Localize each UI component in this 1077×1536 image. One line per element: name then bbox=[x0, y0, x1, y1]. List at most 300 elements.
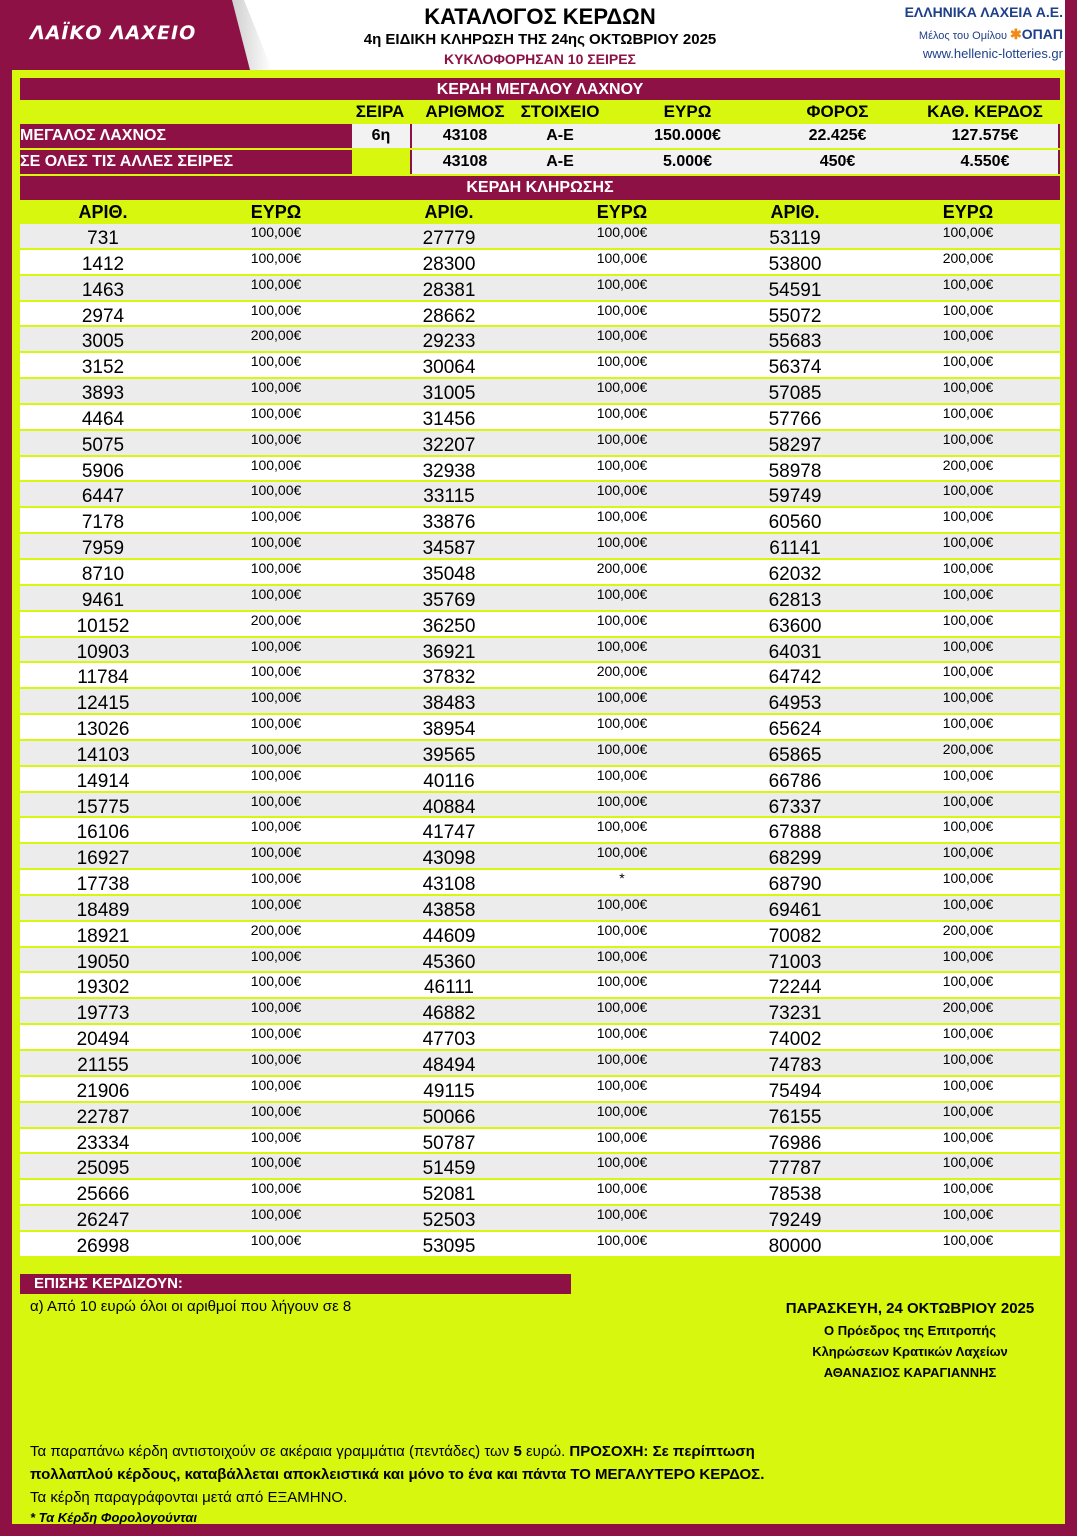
ticket-number: 68790 bbox=[768, 874, 822, 896]
prize-amount: 100,00€ bbox=[942, 818, 994, 835]
prize-amount: 100,00€ bbox=[250, 534, 302, 551]
prize-amount: 100,00€ bbox=[596, 1051, 648, 1067]
ticket-number: 16927 bbox=[76, 848, 130, 870]
ticket-number: 58297 bbox=[768, 434, 822, 456]
ticket-number: 75494 bbox=[768, 1080, 822, 1102]
prize-amount: 100,00€ bbox=[942, 482, 994, 499]
prize-amount: 100,00€ bbox=[942, 224, 994, 240]
ticket-number: 28381 bbox=[422, 279, 476, 301]
prize-amount: 100,00€ bbox=[596, 766, 648, 783]
ticket-number: 25666 bbox=[76, 1184, 130, 1206]
ticket-number: 13026 bbox=[76, 719, 130, 741]
ticket-number: 70082 bbox=[768, 925, 822, 947]
ticket-number: 76986 bbox=[768, 1132, 822, 1154]
big-prize-table bbox=[20, 100, 1060, 176]
ticket-number: 30064 bbox=[422, 357, 476, 379]
prize-amount: 100,00€ bbox=[942, 1231, 994, 1248]
org-url[interactable]: www.hellenic-lotteries.gr bbox=[922, 46, 1063, 61]
ticket-number: 53800 bbox=[768, 253, 822, 275]
prize-amount: 100,00€ bbox=[596, 327, 648, 344]
prize-amount: 100,00€ bbox=[942, 766, 994, 783]
prize-amount: 100,00€ bbox=[596, 534, 648, 551]
prize-amount: 100,00€ bbox=[250, 404, 302, 421]
table-row bbox=[20, 973, 1060, 997]
prize-amount: 100,00€ bbox=[596, 637, 648, 654]
ticket-number: 73231 bbox=[768, 1003, 822, 1025]
prize-amount: 100,00€ bbox=[942, 663, 994, 680]
ticket-number: 64742 bbox=[768, 667, 822, 689]
prize-amount: 100,00€ bbox=[596, 456, 648, 473]
page-subtitle: 4η ΕΙΔΙΚΗ ΚΛΗΡΩΣΗ ΤΗΣ 24ης ΟΚΤΩΒΡΙΟΥ 2025 bbox=[363, 31, 717, 48]
ticket-number: 1412 bbox=[81, 253, 125, 275]
ticket-number: 28662 bbox=[422, 305, 476, 327]
ticket-number: 33876 bbox=[422, 512, 476, 534]
ticket-number: 55683 bbox=[768, 331, 822, 353]
opap-logo-text: ΟΠΑΠ bbox=[1021, 26, 1063, 42]
ticket-number: 62032 bbox=[768, 563, 822, 585]
ticket-number: 18489 bbox=[76, 899, 130, 921]
ticket-number: 48494 bbox=[422, 1055, 476, 1076]
table-row bbox=[20, 1103, 1060, 1127]
table-row bbox=[20, 431, 1060, 455]
table-row bbox=[20, 638, 1060, 662]
draw-section-title: ΚΕΡΔΗ ΚΛΗΡΩΣΗΣ bbox=[20, 176, 1060, 200]
prize-amount: 100,00€ bbox=[942, 534, 994, 551]
prize-amount: 100,00€ bbox=[596, 249, 648, 266]
prize-amount: 100,00€ bbox=[942, 353, 994, 370]
table-row bbox=[20, 560, 1060, 584]
ticket-number: 56374 bbox=[768, 357, 822, 379]
table-row bbox=[20, 224, 1060, 248]
table-row bbox=[20, 1025, 1060, 1049]
ticket-number: 10152 bbox=[76, 615, 130, 637]
prize-amount: 100,00€ bbox=[250, 715, 302, 732]
ticket-number: 3152 bbox=[81, 357, 125, 379]
org-member-line bbox=[905, 26, 1063, 43]
prize-amount: 100,00€ bbox=[250, 1128, 302, 1145]
ticket-number: 37832 bbox=[422, 667, 476, 689]
table-row bbox=[20, 999, 1060, 1023]
ticket-number: 21155 bbox=[77, 1055, 129, 1076]
prize-amount: 100,00€ bbox=[942, 379, 994, 396]
prize-amount: 100,00€ bbox=[596, 508, 648, 525]
ticket-number: 40116 bbox=[423, 770, 475, 792]
ticket-number: 46111 bbox=[423, 977, 474, 999]
ticket-number: 16106 bbox=[76, 822, 130, 844]
prize-amount: 100,00€ bbox=[250, 1206, 302, 1223]
col-header-element: ΣΤΟΙΧΕΙΟ bbox=[520, 102, 600, 121]
ticket-number: 64953 bbox=[768, 693, 822, 715]
footnote-text-3: Τα κέρδη παραγράφονται μετά από ΕΞΑΜΗΝΟ. bbox=[30, 1489, 348, 1506]
ticket-number: 54591 bbox=[768, 279, 822, 301]
draw-header-row bbox=[20, 200, 1060, 224]
table-row bbox=[20, 1129, 1060, 1153]
ticket-number: 25095 bbox=[76, 1158, 130, 1180]
prize-amount: 100,00€ bbox=[250, 249, 302, 266]
prize-amount: 100,00€ bbox=[596, 224, 648, 240]
prize-amount: 200,00€ bbox=[250, 611, 302, 628]
ticket-number: 64031 bbox=[768, 641, 822, 663]
ticket-number: 63600 bbox=[768, 615, 822, 637]
prize-amount: 100,00€ bbox=[250, 895, 302, 912]
table-row bbox=[20, 405, 1060, 429]
euro-cell: 150.000€ bbox=[654, 127, 721, 144]
table-row bbox=[20, 715, 1060, 739]
ticket-number: 59749 bbox=[768, 486, 822, 508]
prize-amount: 100,00€ bbox=[942, 715, 994, 732]
prize-amount: 100,00€ bbox=[250, 766, 302, 783]
signature-line-1: Ο Πρόεδρος της Επιτροπής bbox=[824, 1323, 996, 1338]
big-prize-section-title: ΚΕΡΔΗ ΜΕΓΑΛΟΥ ΛΑΧΝΟΥ bbox=[20, 78, 1060, 102]
table-row bbox=[20, 1232, 1060, 1256]
col-header-euro: ΕΥΡΩ bbox=[663, 102, 712, 121]
prize-amount: 100,00€ bbox=[596, 404, 648, 421]
table-row bbox=[20, 508, 1060, 532]
ticket-number: 1463 bbox=[81, 279, 125, 301]
table-row bbox=[20, 689, 1060, 713]
ticket-number: 38483 bbox=[422, 693, 476, 715]
ticket-number: 72244 bbox=[768, 977, 822, 999]
prize-amount: 100,00€ bbox=[250, 585, 302, 602]
prize-amount: 100,00€ bbox=[250, 999, 302, 1016]
ticket-number: 40884 bbox=[422, 796, 476, 818]
ticket-number: 28300 bbox=[422, 253, 476, 275]
series-cell bbox=[352, 150, 410, 174]
ticket-number: 39565 bbox=[422, 744, 476, 766]
number-cell: 43108 bbox=[442, 127, 488, 144]
tax-note: * Τα Κέρδη Φορολογούνται bbox=[30, 1510, 198, 1525]
ticket-number: 14103 bbox=[76, 744, 130, 766]
table-row bbox=[20, 1051, 1060, 1075]
prize-amount: 100,00€ bbox=[250, 1231, 302, 1248]
table-row bbox=[20, 302, 1060, 326]
prize-amount: 100,00€ bbox=[250, 224, 302, 240]
ticket-number: 76155 bbox=[768, 1106, 822, 1128]
table-row bbox=[20, 379, 1060, 403]
ticket-number: 7178 bbox=[81, 512, 125, 534]
prize-amount: 100,00€ bbox=[596, 921, 648, 938]
tax-cell: 450€ bbox=[819, 153, 856, 170]
org-name: ΕΛΛΗΝΙΚΑ ΛΑΧΕΙΑ Α.Ε. bbox=[904, 4, 1063, 20]
col-header-tax: ΦΟΡΟΣ bbox=[806, 102, 869, 121]
prize-amount: 100,00€ bbox=[942, 895, 994, 912]
prize-amount: 100,00€ bbox=[942, 1128, 994, 1145]
ticket-number: 49115 bbox=[423, 1080, 475, 1102]
ticket-number: 65865 bbox=[768, 744, 822, 766]
prize-amount: 100,00€ bbox=[942, 870, 994, 887]
prize-amount: 100,00€ bbox=[596, 585, 648, 602]
ticket-number: 80000 bbox=[768, 1235, 822, 1257]
prize-amount: 100,00€ bbox=[596, 1206, 648, 1223]
tax-cell: 22.425€ bbox=[808, 127, 867, 144]
ticket-number: 67888 bbox=[768, 822, 822, 844]
table-row bbox=[20, 1077, 1060, 1101]
col-header-euro-1: ΕΥΡΩ bbox=[250, 202, 302, 222]
table-row bbox=[20, 767, 1060, 791]
ticket-number: 50787 bbox=[422, 1132, 476, 1154]
prize-amount: 100,00€ bbox=[596, 611, 648, 628]
ticket-number: 29233 bbox=[422, 331, 476, 353]
footnote-text-1: Τα παραπάνω κέρδη αντιστοιχούν σε ακέραια γραμμάτια (πεντάδες) των bbox=[30, 1443, 514, 1460]
row-label: ΜΕΓΑΛΟΣ ΛΑΧΝΟΣ bbox=[20, 127, 167, 144]
ticket-number: 74002 bbox=[768, 1029, 822, 1051]
ticket-number: 65624 bbox=[768, 719, 822, 741]
prize-amount: 100,00€ bbox=[942, 301, 994, 318]
prize-amount: 100,00€ bbox=[942, 1051, 994, 1067]
col-header-number-2: ΑΡΙΘ. bbox=[424, 202, 474, 222]
prize-amount: 100,00€ bbox=[250, 1076, 302, 1093]
prize-amount: 100,00€ bbox=[942, 508, 994, 525]
table-row bbox=[20, 844, 1060, 868]
ticket-number: 50066 bbox=[422, 1106, 476, 1128]
prize-amount: 100,00€ bbox=[942, 1206, 994, 1223]
table-row bbox=[20, 948, 1060, 972]
col-header-euro-2: ΕΥΡΩ bbox=[596, 202, 648, 222]
ticket-number: 43858 bbox=[422, 899, 476, 921]
ticket-number: 26247 bbox=[76, 1210, 130, 1232]
signature-date: ΠΑΡΑΣΚΕΥΗ, 24 ΟΚΤΩΒΡΙΟΥ 2025 bbox=[785, 1300, 1035, 1317]
ticket-number: 35769 bbox=[422, 589, 476, 611]
ticket-number: 38954 bbox=[422, 719, 476, 741]
signature-block bbox=[760, 1300, 1060, 1380]
prize-amount: 100,00€ bbox=[250, 1025, 302, 1042]
table-row bbox=[20, 1180, 1060, 1204]
ticket-number: 74783 bbox=[768, 1055, 822, 1076]
ticket-number: 71003 bbox=[768, 951, 822, 973]
ticket-number: 53119 bbox=[769, 228, 821, 249]
brand-logo: ΛΑΪΚΟ ΛΑΧΕΙΟ bbox=[30, 22, 197, 44]
table-row bbox=[20, 353, 1060, 377]
table-row bbox=[20, 457, 1060, 481]
ticket-number: 52503 bbox=[422, 1210, 476, 1232]
table-row bbox=[20, 741, 1060, 765]
ticket-number: 43108 bbox=[422, 874, 476, 896]
ticket-number: 69461 bbox=[768, 899, 822, 921]
big-prize-row bbox=[20, 150, 1060, 174]
table-row bbox=[20, 327, 1060, 351]
col-header-number-3: ΑΡΙΘ. bbox=[770, 202, 820, 222]
table-row bbox=[20, 896, 1060, 920]
ticket-number: 46882 bbox=[422, 1003, 476, 1025]
table-row bbox=[20, 276, 1060, 300]
ticket-number: 35048 bbox=[422, 563, 476, 585]
ticket-number: 6447 bbox=[81, 486, 125, 508]
table-row bbox=[20, 534, 1060, 558]
ticket-number: 61141 bbox=[769, 538, 821, 560]
table-row bbox=[20, 586, 1060, 610]
ticket-number: 5075 bbox=[81, 434, 125, 456]
table-row bbox=[20, 663, 1060, 687]
table-row bbox=[20, 612, 1060, 636]
prize-amount: 200,00€ bbox=[250, 921, 302, 938]
prize-amount: 100,00€ bbox=[942, 689, 994, 706]
ticket-number: 23334 bbox=[76, 1132, 130, 1154]
ticket-number: 66786 bbox=[768, 770, 822, 792]
prize-amount: 100,00€ bbox=[596, 818, 648, 835]
row-label: ΣΕ ΟΛΕΣ ΤΙΣ ΑΛΛΕΣ ΣΕΙΡΕΣ bbox=[20, 153, 234, 170]
ticket-number: 36921 bbox=[422, 641, 476, 663]
ticket-number: 62813 bbox=[768, 589, 822, 611]
prize-amount: 100,00€ bbox=[596, 482, 648, 499]
prize-amount: 100,00€ bbox=[250, 275, 302, 292]
series-cell: 6η bbox=[352, 124, 410, 148]
prize-amount: 100,00€ bbox=[942, 844, 994, 861]
ticket-number: 60560 bbox=[768, 512, 822, 534]
col-header-number: ΑΡΙΘΜΟΣ bbox=[425, 102, 505, 121]
ticket-number: 31456 bbox=[422, 408, 476, 430]
page-header bbox=[0, 0, 1077, 70]
ticket-number: 41747 bbox=[422, 822, 476, 844]
ticket-number: 3005 bbox=[81, 331, 125, 353]
prize-amount: 100,00€ bbox=[942, 275, 994, 292]
prize-amount: 100,00€ bbox=[596, 353, 648, 370]
table-row bbox=[20, 1206, 1060, 1230]
prize-amount: 100,00€ bbox=[250, 870, 302, 887]
ticket-number: 44609 bbox=[422, 925, 476, 947]
prize-amount: 100,00€ bbox=[596, 1154, 648, 1171]
ticket-number: 43098 bbox=[422, 848, 476, 870]
prize-amount: 200,00€ bbox=[596, 663, 648, 680]
prize-amount: 200,00€ bbox=[596, 559, 648, 576]
signature-name: ΑΘΑΝΑΣΙΟΣ ΚΑΡΑΓΙΑΝΝΗΣ bbox=[823, 1365, 997, 1380]
ticket-number: 58978 bbox=[768, 460, 822, 482]
prize-amount: 100,00€ bbox=[942, 1025, 994, 1042]
prize-amount: 100,00€ bbox=[942, 430, 994, 447]
circulation-note: ΚΥΚΛΟΦΟΡΗΣΑΝ 10 ΣΕΙΡΕΣ bbox=[444, 51, 636, 67]
ticket-number: 53095 bbox=[422, 1235, 476, 1257]
prize-amount: 100,00€ bbox=[942, 611, 994, 628]
ticket-number: 67337 bbox=[768, 796, 822, 818]
ticket-number: 45360 bbox=[422, 951, 476, 973]
prize-amount: 100,00€ bbox=[942, 585, 994, 602]
ticket-number: 34587 bbox=[422, 538, 476, 560]
ticket-number: 2974 bbox=[81, 305, 125, 327]
prize-amount: 100,00€ bbox=[942, 637, 994, 654]
prize-amount: 100,00€ bbox=[250, 1154, 302, 1171]
ticket-number: 9461 bbox=[81, 589, 125, 611]
prize-amount: 100,00€ bbox=[250, 482, 302, 499]
ticket-number: 19302 bbox=[76, 977, 130, 999]
table-row bbox=[20, 870, 1060, 894]
prize-amount: 100,00€ bbox=[250, 973, 302, 990]
table-row bbox=[20, 922, 1060, 946]
prize-amount: 100,00€ bbox=[596, 999, 648, 1016]
ticket-number: 19773 bbox=[76, 1003, 130, 1025]
prize-amount: 100,00€ bbox=[250, 818, 302, 835]
prize-amount: 100,00€ bbox=[596, 715, 648, 732]
table-row bbox=[20, 818, 1060, 842]
ticket-number: 4464 bbox=[81, 408, 125, 430]
ticket-number: 21906 bbox=[76, 1080, 130, 1102]
ticket-number: 3893 bbox=[81, 383, 125, 405]
prize-amount: 100,00€ bbox=[250, 792, 302, 809]
element-cell: Α-Ε bbox=[546, 153, 574, 170]
prize-amount: 100,00€ bbox=[596, 301, 648, 318]
table-row bbox=[20, 1154, 1060, 1178]
ticket-number: 15775 bbox=[76, 796, 130, 818]
ticket-number: 57085 bbox=[768, 383, 822, 405]
draw-body bbox=[20, 224, 1060, 1256]
ticket-number: 47703 bbox=[422, 1029, 476, 1051]
ticket-number: 32938 bbox=[422, 460, 476, 482]
table-row bbox=[20, 250, 1060, 274]
ticket-number: 77787 bbox=[768, 1158, 822, 1180]
also-win-title: ΕΠΙΣΗΣ ΚΕΡΔΙΖΟΥΝ: bbox=[20, 1274, 571, 1294]
prize-amount: 100,00€ bbox=[596, 379, 648, 396]
col-header-net: ΚΑΘ. ΚΕΡΔΟΣ bbox=[927, 102, 1043, 121]
prize-amount: 100,00€ bbox=[250, 740, 302, 757]
prize-amount: 100,00€ bbox=[942, 1154, 994, 1171]
ticket-number: 68299 bbox=[768, 848, 822, 870]
page-title: ΚΑΤΑΛΟΓΟΣ ΚΕΡΔΩΝ bbox=[424, 4, 656, 29]
ticket-number: 14914 bbox=[76, 770, 130, 792]
net-cell: 4.550€ bbox=[960, 153, 1010, 170]
ticket-number: 33115 bbox=[423, 486, 475, 508]
prize-amount: 100,00€ bbox=[596, 430, 648, 447]
ticket-number: 31005 bbox=[422, 383, 476, 405]
col-header-euro-3: ΕΥΡΩ bbox=[942, 202, 994, 222]
number-cell: 43108 bbox=[442, 153, 488, 170]
ticket-number: 79249 bbox=[768, 1210, 822, 1232]
big-prize-row bbox=[20, 124, 1060, 148]
prize-amount: 100,00€ bbox=[250, 637, 302, 654]
col-header-number-1: ΑΡΙΘ. bbox=[78, 202, 128, 222]
prize-amount: 100,00€ bbox=[250, 1180, 302, 1197]
prize-amount: 100,00€ bbox=[942, 559, 994, 576]
big-prize-header-row bbox=[20, 100, 1060, 124]
org-member-text: Μέλος του Ομίλου bbox=[918, 30, 1007, 42]
ticket-number: 52081 bbox=[422, 1184, 476, 1206]
prize-amount: 200,00€ bbox=[942, 999, 994, 1016]
ticket-number: 18921 bbox=[76, 925, 130, 947]
prize-amount: 100,00€ bbox=[942, 1102, 994, 1119]
prize-amount: 100,00€ bbox=[250, 430, 302, 447]
org-block bbox=[905, 4, 1063, 61]
prize-amount: 100,00€ bbox=[596, 947, 648, 964]
prize-amount: 100,00€ bbox=[596, 1231, 648, 1248]
prize-amount: 100,00€ bbox=[250, 353, 302, 370]
table-row bbox=[20, 793, 1060, 817]
opap-logo bbox=[1010, 26, 1063, 42]
ticket-number: 5906 bbox=[81, 460, 125, 482]
also-win-line: α) Από 10 ευρώ όλοι οι αριθμοί που λήγουν σε 8 bbox=[30, 1298, 352, 1315]
prize-amount: 100,00€ bbox=[250, 559, 302, 576]
prize-amount: 200,00€ bbox=[942, 249, 994, 266]
prize-amount: 200,00€ bbox=[942, 740, 994, 757]
prize-amount: 100,00€ bbox=[942, 404, 994, 421]
prize-amount: 100,00€ bbox=[250, 379, 302, 396]
ticket-number: 27779 bbox=[422, 228, 476, 249]
prize-amount: 100,00€ bbox=[942, 1076, 994, 1093]
ticket-number: 7959 bbox=[81, 538, 125, 560]
ticket-number: 26998 bbox=[76, 1235, 130, 1257]
prize-amount: 100,00€ bbox=[596, 1025, 648, 1042]
ticket-number: 55072 bbox=[768, 305, 822, 327]
prize-amount: 100,00€ bbox=[942, 1180, 994, 1197]
prize-amount: 100,00€ bbox=[942, 973, 994, 990]
footnote-warning: ΠΡΟΣΟΧΗ: Σε περίπτωση πολλαπλού κέρδους, καταβάλλεται αποκλειστικά και μόνο το ένα και πάντα ΤΟ ΜΕΓΑΛΥΤΕΡΟ ΚΕΡΔΟΣ. bbox=[30, 1443, 765, 1483]
prize-amount: 100,00€ bbox=[596, 1076, 648, 1093]
ticket-number: 731 bbox=[87, 228, 119, 249]
prize-amount: 100,00€ bbox=[250, 456, 302, 473]
prize-amount: 100,00€ bbox=[942, 947, 994, 964]
prize-amount: * bbox=[619, 870, 625, 887]
prize-amount: 200,00€ bbox=[942, 921, 994, 938]
prize-amount: 100,00€ bbox=[250, 947, 302, 964]
ticket-number: 17738 bbox=[76, 874, 130, 896]
prize-amount: 100,00€ bbox=[596, 275, 648, 292]
prize-amount: 100,00€ bbox=[250, 1051, 302, 1067]
